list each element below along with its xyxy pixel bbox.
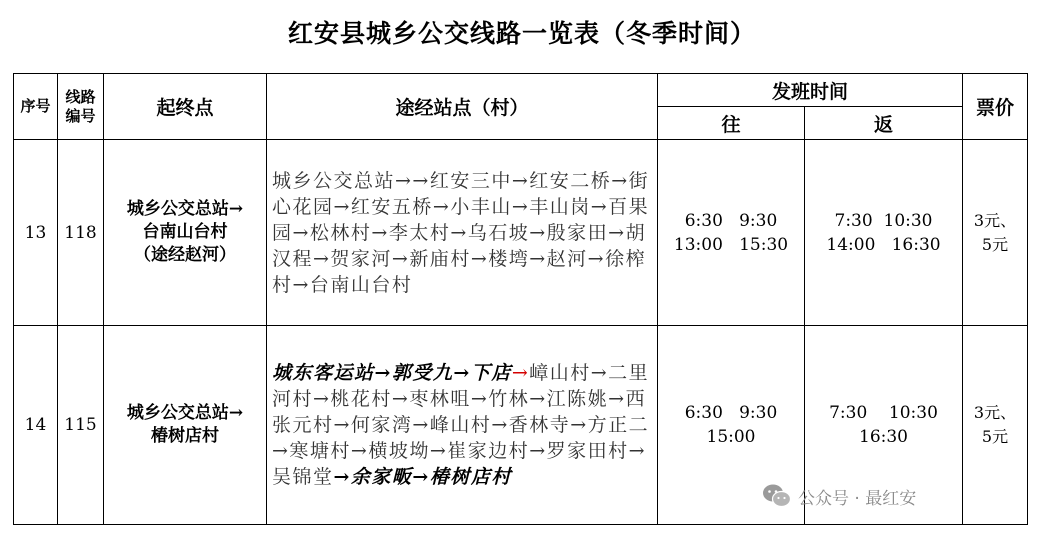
fare-line1: 3元、	[973, 210, 1017, 230]
wechat-icon	[762, 483, 792, 509]
row-fare	[963, 326, 1028, 525]
header-route-no-line1: 线路	[65, 87, 96, 106]
inbound-line2: 14:00 16:30	[826, 234, 941, 255]
row-route-no: 118	[58, 140, 104, 326]
red-arrow: →	[511, 362, 530, 384]
outbound-line2: 15:00	[706, 427, 756, 447]
fare-line2: 5元	[981, 427, 1009, 446]
page-title: 红安县城乡公交线路一览表（冬季时间）	[287, 19, 756, 48]
header-stops: 途经站点（村）	[267, 74, 658, 140]
header-outbound: 往	[658, 107, 805, 140]
terminal-line2: 椿树店村	[151, 426, 219, 446]
row-stops: 城乡公交总站→→红安三中→红安二桥→街心花园→红安五桥→小丰山→丰山岗→百果园→松林村→李太村→乌石坡→殷家田→胡汉程→贺家河→新庙村→楼塆→赵河→徐榨村→台南山台村	[267, 140, 658, 326]
stops-highlight-start: 城东客运站→郭受九→下店	[272, 362, 512, 384]
outbound-line2: 13:00 15:30	[673, 234, 789, 255]
header-fare: 票价	[963, 74, 1028, 140]
row-fare	[963, 140, 1028, 326]
row-stops	[267, 326, 658, 525]
fare-line1: 3元、	[973, 403, 1017, 422]
watermark-text: 公众号 · 最红安	[798, 488, 917, 509]
inbound-line1: 7:30 10:30	[834, 210, 933, 231]
stops-highlight-end: →余家畈→椿树店村	[333, 466, 512, 488]
header-seq: 序号	[14, 74, 58, 140]
terminal-line1: 城乡公交总站→	[126, 199, 244, 219]
row-outbound-times	[658, 140, 805, 326]
row-terminals	[104, 140, 267, 326]
header-terminals: 起终点	[104, 74, 267, 140]
outbound-line1: 6:30 9:30	[684, 403, 778, 423]
table-row	[14, 140, 1028, 326]
header-row-1	[14, 74, 1028, 107]
header-route-no-line2: 编号	[65, 106, 96, 125]
header-inbound: 返	[805, 107, 963, 140]
stops-middle: 嶂山村→二里河村→桃花村→枣林咀→竹林→江陈姚→西张元村→何家湾→峰山村→香林寺→方正二→寒塘村→横坡坳→崔家边村→罗家田村→吴锦堂	[272, 362, 650, 488]
fare-line2: 5元	[981, 234, 1009, 254]
terminal-line2: 台南山台村	[142, 222, 228, 242]
outbound-line1: 6:30 9:30	[684, 210, 778, 231]
row-inbound-times	[805, 140, 963, 326]
row-route-no: 115	[58, 326, 104, 525]
header-departure: 发班时间	[658, 74, 963, 107]
header-route-no	[58, 74, 104, 140]
watermark	[762, 483, 916, 509]
bus-route-table	[13, 73, 1028, 525]
inbound-line2: 16:30	[859, 427, 908, 447]
row-terminals	[104, 326, 267, 525]
terminal-line3: （途经赵河）	[134, 245, 236, 265]
inbound-line1: 7:30 10:30	[829, 403, 938, 423]
row-seq: 14	[14, 326, 58, 525]
terminal-line1: 城乡公交总站→	[126, 403, 244, 423]
row-seq: 13	[14, 140, 58, 326]
